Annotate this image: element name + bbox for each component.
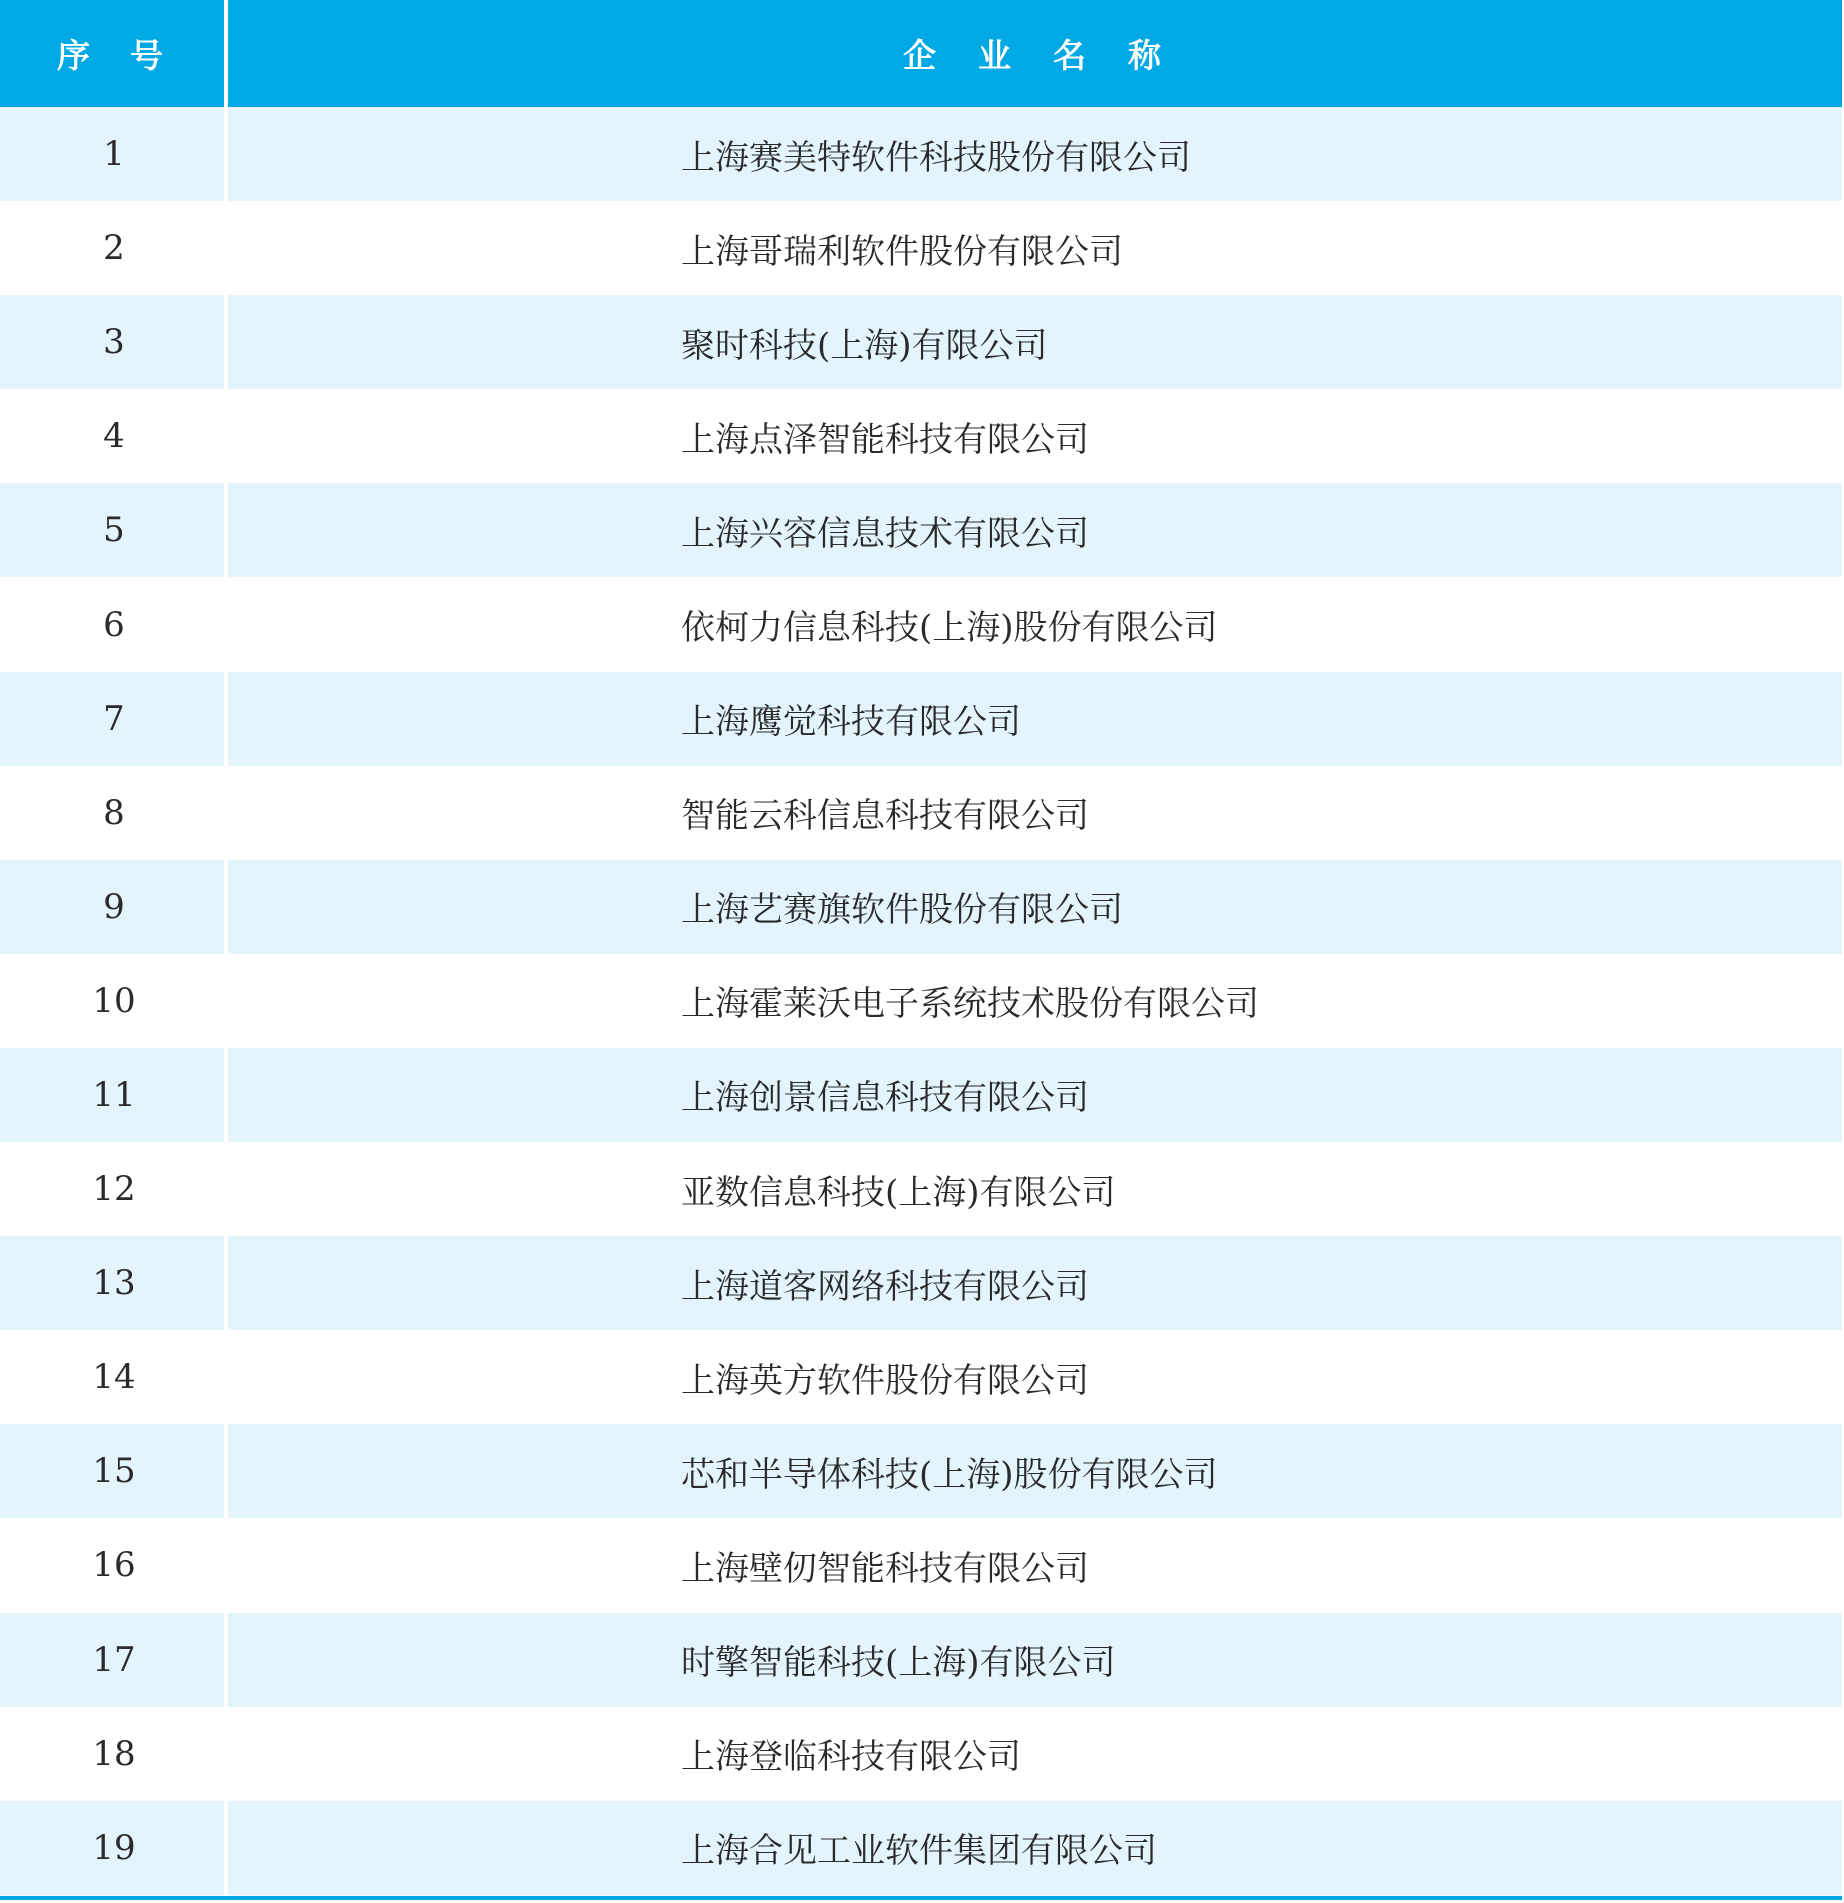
company-name: 上海壁仞智能科技有限公司	[224, 1518, 1842, 1612]
row-index: 18	[0, 1707, 224, 1801]
table-bottom-rule	[0, 1896, 1842, 1900]
table-row	[0, 672, 1842, 766]
table-row	[0, 1142, 1842, 1236]
table-row	[0, 483, 1842, 577]
table-row	[0, 954, 1842, 1048]
company-name: 芯和半导体科技(上海)股份有限公司	[224, 1424, 1842, 1518]
company-name: 上海哥瑞利软件股份有限公司	[224, 201, 1842, 295]
company-name: 上海合见工业软件集团有限公司	[224, 1801, 1842, 1895]
row-index: 10	[0, 954, 224, 1048]
table-row	[0, 201, 1842, 295]
table-header	[0, 0, 1842, 107]
table-row	[0, 766, 1842, 860]
row-index: 4	[0, 389, 224, 483]
company-name: 亚数信息科技(上海)有限公司	[224, 1142, 1842, 1236]
company-name: 依柯力信息科技(上海)股份有限公司	[224, 577, 1842, 671]
row-index: 13	[0, 1236, 224, 1330]
row-index: 12	[0, 1142, 224, 1236]
table-row	[0, 1613, 1842, 1707]
company-name: 时擎智能科技(上海)有限公司	[224, 1613, 1842, 1707]
row-index: 8	[0, 766, 224, 860]
table-row	[0, 295, 1842, 389]
company-name: 上海赛美特软件科技股份有限公司	[224, 107, 1842, 201]
company-name: 上海登临科技有限公司	[224, 1707, 1842, 1801]
company-name: 上海鹰觉科技有限公司	[224, 672, 1842, 766]
company-name: 上海霍莱沃电子系统技术股份有限公司	[224, 954, 1842, 1048]
row-index: 5	[0, 483, 224, 577]
table-row	[0, 577, 1842, 671]
company-name: 上海点泽智能科技有限公司	[224, 389, 1842, 483]
company-name: 智能云科信息科技有限公司	[224, 766, 1842, 860]
company-name: 聚时科技(上海)有限公司	[224, 295, 1842, 389]
company-name: 上海道客网络科技有限公司	[224, 1236, 1842, 1330]
row-index: 19	[0, 1801, 224, 1895]
table-row	[0, 1236, 1842, 1330]
row-index: 9	[0, 860, 224, 954]
table-row	[0, 1330, 1842, 1424]
table-row	[0, 1707, 1842, 1801]
row-index: 16	[0, 1518, 224, 1612]
company-name: 上海英方软件股份有限公司	[224, 1330, 1842, 1424]
table-row	[0, 1518, 1842, 1612]
table-row	[0, 389, 1842, 483]
table-body	[0, 107, 1842, 1895]
header-index: 序号	[0, 0, 224, 107]
row-index: 1	[0, 107, 224, 201]
row-index: 15	[0, 1424, 224, 1518]
row-index: 6	[0, 577, 224, 671]
table-row	[0, 860, 1842, 954]
header-row	[0, 0, 1842, 107]
table-row	[0, 107, 1842, 201]
company-name: 上海艺赛旗软件股份有限公司	[224, 860, 1842, 954]
table-row	[0, 1801, 1842, 1895]
company-name: 上海兴容信息技术有限公司	[224, 483, 1842, 577]
company-name: 上海创景信息科技有限公司	[224, 1048, 1842, 1142]
row-index: 14	[0, 1330, 224, 1424]
row-index: 3	[0, 295, 224, 389]
row-index: 2	[0, 201, 224, 295]
table-row	[0, 1048, 1842, 1142]
table-row	[0, 1424, 1842, 1518]
header-company-name: 企业名称	[224, 0, 1842, 107]
row-index: 11	[0, 1048, 224, 1142]
row-index: 7	[0, 672, 224, 766]
row-index: 17	[0, 1613, 224, 1707]
